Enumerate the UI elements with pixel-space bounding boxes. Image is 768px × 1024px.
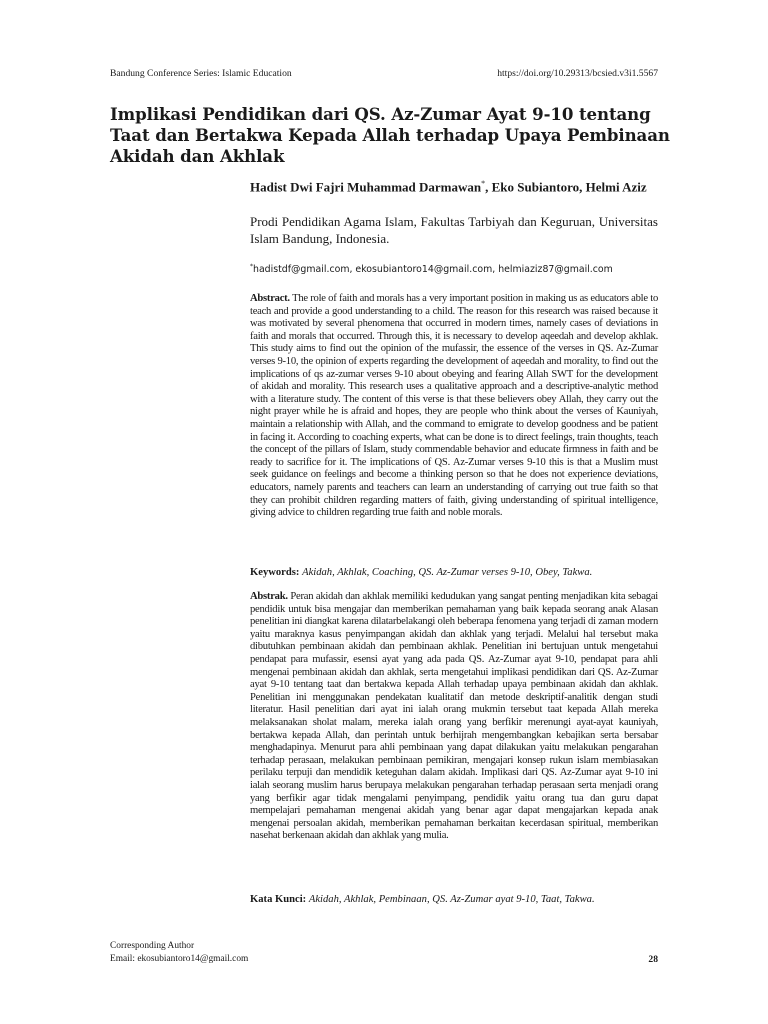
author-list xyxy=(250,176,662,196)
page-number: 28 xyxy=(648,954,658,965)
corresponding-email: Email: ekosubiantoro14@gmail.com xyxy=(110,953,249,964)
author-emails xyxy=(250,260,662,277)
abstract-english xyxy=(250,293,658,520)
corresponding-mark: * xyxy=(481,179,486,188)
kata-kunci-label: Kata Kunci: xyxy=(250,894,307,905)
corresponding-author-note xyxy=(110,940,410,965)
abstract-text: The role of faith and morals has a very important position in making us as educators able to teach and provide a good understanding to a child. The reason for this research was raised because it was motivated by several phenomena that occurred in modern times, namely cases of deviations in faith and morals that occurred. Through this, it is necessary to develop aqeedah and develop akhlak. This study aims to find out the opinion of the mufassir, the essence of the verses in QS. Az-Zumar verses 9-10, the opinion of experts regarding the development of aqeedah and morality, to find out the implications of qs az-zumar verses 9-10 about obeying and fearing Allah SWT for the development of akidah and morality. This research uses a qualitative approach and a descriptive-analytic method with a literature study. The content of this verse is that these believers obey Allah, they carry out the night prayer while he is afraid and hopes, they are people who think about the verses of Kauniyah, maintain a relationship with Allah, and the command to emigrate to develop goodness and be patient in facing it. According to coaching experts, what can be done is to direct feelings, train thoughts, teach the concept of the pillars of Islam, study commendable behavior and educate firmness in faith and be ready to sacrifice for it. The implications of QS. Az-Zumar verses 9-10 this is that a Muslim must seek guidance on feelings and become a thinking person so that he does not experience deviations, educators, namely parents and teachers can learn an understanding of carrying out true faith so that they can prohibit children regarding matters of faith, giving understanding of spiritual intelligence, giving advice to children regarding true faith and noble morals. xyxy=(250,293,659,519)
abstract-label: Abstract. xyxy=(250,293,290,304)
paper-title: Implikasi Pendidikan dari QS. Az-Zumar Ayat 9-10 tentang Taat dan Bertakwa Kepada Allah terhadap Upaya Pembinaan Akidah dan Akhlak xyxy=(110,104,670,166)
kata-kunci xyxy=(250,893,662,906)
abstract-indonesian xyxy=(250,591,658,843)
email-mark: * xyxy=(250,263,253,270)
keywords-text: Akidah, Akhlak, Coaching, QS. Az-Zumar verses 9-10, Obey, Takwa. xyxy=(302,567,593,578)
corresponding-label: Corresponding Author xyxy=(110,941,195,951)
abstrak-label: Abstrak. xyxy=(250,591,288,602)
affiliation: Prodi Pendidikan Agama Islam, Fakultas Tarbiyah dan Keguruan, Universitas Islam Bandung, Indonesia. xyxy=(250,214,658,246)
email-list: hadistdf@gmail.com, ekosubiantoro14@gmail.com, helmiaziz87@gmail.com xyxy=(253,264,613,276)
journal-series: Bandung Conference Series: Islamic Education xyxy=(110,68,292,79)
first-author: Hadist Dwi Fajri Muhammad Darmawan xyxy=(250,179,482,195)
doi-link[interactable]: https://doi.org/10.29313/bcsied.v3i1.5567 xyxy=(497,68,658,79)
abstrak-text: Peran akidah dan akhlak memiliki kedudukan yang sangat penting menjadikan kita sebagai pendidik untuk bisa mengajar dan memberikan pemahaman yang baik kepada seorang anak Alasan penelitian ini diangkat karena dilatarbelakangi oleh beberapa fenomena yang terjadi di zaman modern yaitu maraknya kasus penyimpangan akidah dan akhlak yang terjadi. Melalui hal tersebut maka dibutuhkan pembinaan akidah dan pembinaan akhlak. Penelitian ini bertujuan untuk mengetahui pendapat para mufassir, esensi ayat yang ada pada QS. Az-Zumar ayat 9-10, pendapat para ahli mengenai pembinaan akidah dan akhlak, serta mengetahui implikasi pendidikan dari QS. Az-Zumar ayat 9-10 tentang taat dan bertakwa kepada Allah terhadap upaya pembinaan akidah dan akhlak. Penelitian ini menggunakan pendekatan kualitatif dan metode deskriptif-analitik dengan studi literatur. Hasil penelitian dari ayat ini ialah orang mukmin tersebut taat kepada Allah mereka melaksanakan sholat malam, mereka ialah orang yang berfikir merenungi ayat-ayat kauniyah, bertakwa kepada Allah, dan perintah untuk berhijrah mengembangkan kebajikan serta bersabar menghadapinya. Menurut para ahli pembinaan yang dapat dilakukan yaitu melakukan pengarahan terhadap perasaan, melakukan pembinaan pemikiran, mengajari konsep rukun islam membiasakan perilaku terpuji dan mendidik keteguhan dalam akidah. Implikasi dari QS. Az-Zumar ayat 9-10 ini ialah seorang muslim harus berupaya melakukan pengarahan terhadap perasaan serta menjadi orang yang berfikir agar tidak mengalami penyimpang, pendidik yaitu orang tua dan guru dapat mempelajari pemahaman mengenai akidah yang benar agar dapat mengajarkan kepada anak mengenai persoalan akidah, memberikan pemahaman berkaitan kecerdasan spiritual, memberikan nasehat berkenaan akidah dan akhlak yang mulia. xyxy=(250,591,658,842)
other-authors: , Eko Subiantoro, Helmi Aziz xyxy=(485,179,647,195)
running-head xyxy=(110,68,658,80)
keywords xyxy=(250,566,662,579)
kata-kunci-text: Akidah, Akhlak, Pembinaan, QS. Az-Zumar ayat 9-10, Taat, Takwa. xyxy=(308,894,595,905)
keywords-label: Keywords: xyxy=(250,567,300,578)
